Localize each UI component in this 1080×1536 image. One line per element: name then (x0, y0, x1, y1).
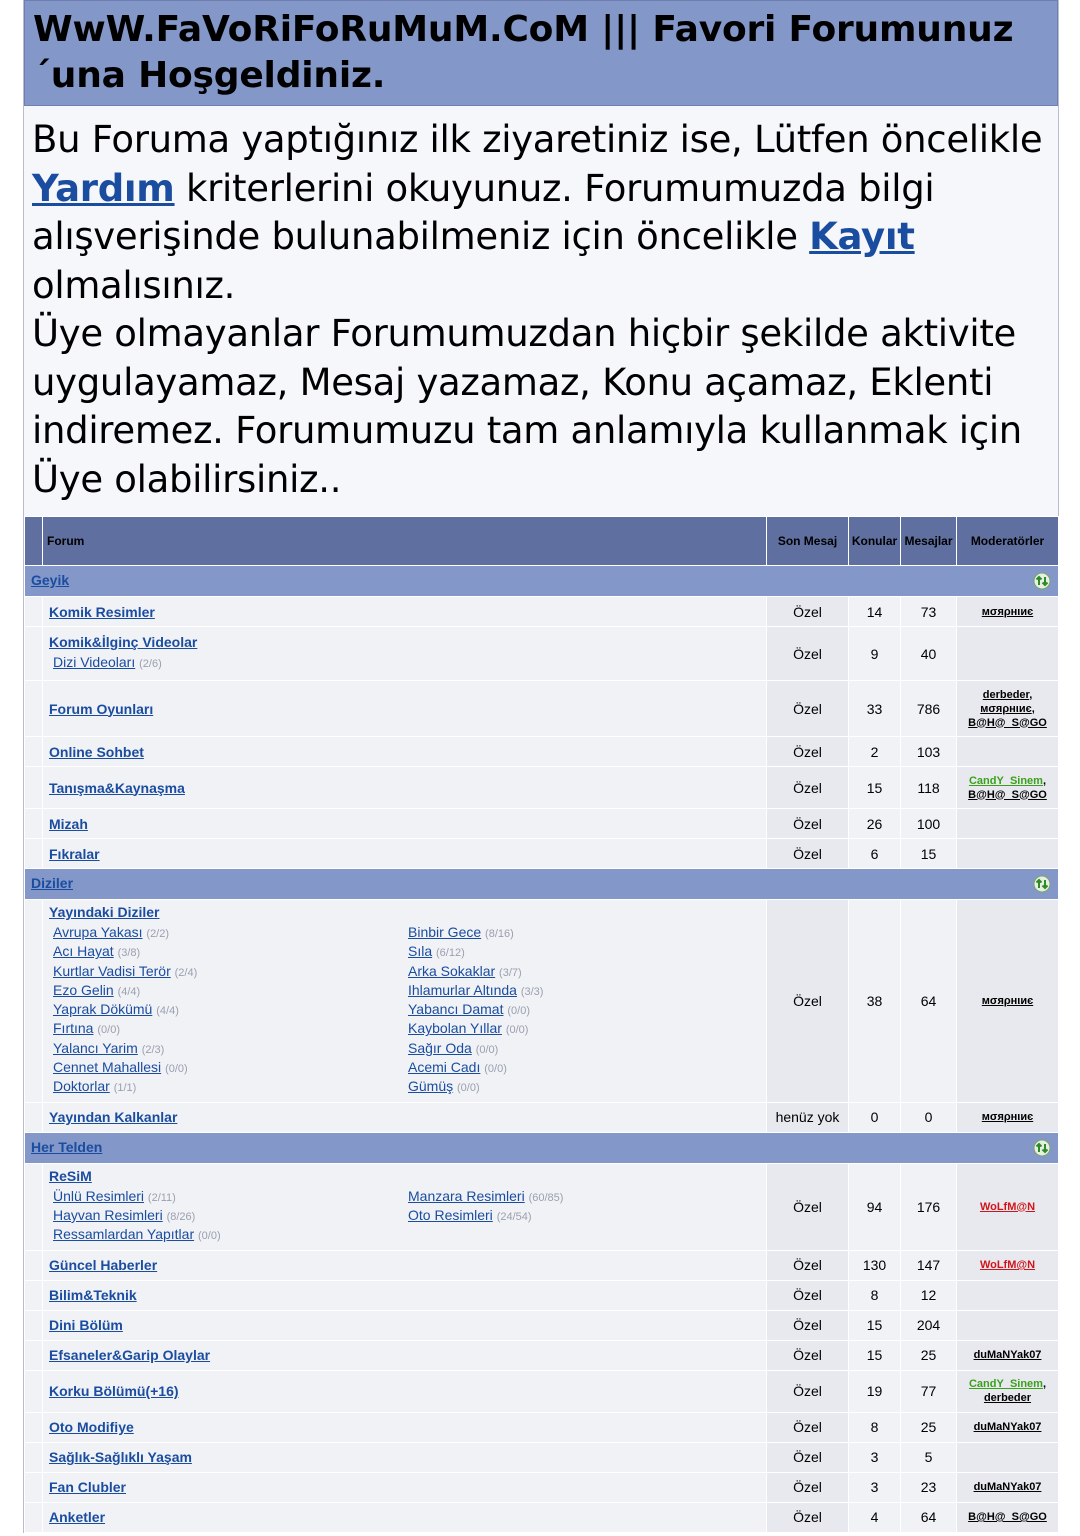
header-status-cell (25, 517, 43, 566)
forum-status-icon (25, 737, 43, 767)
forum-link[interactable]: Dini Bölüm (49, 1317, 123, 1334)
posts-count: 15 (901, 839, 957, 869)
subforum-link[interactable]: Oto Resimleri (408, 1206, 493, 1223)
forum-status-icon (25, 1310, 43, 1340)
forum-status-icon (25, 767, 43, 809)
subforum-item (53, 943, 408, 962)
moderators-cell (957, 809, 1059, 839)
subforum-item (53, 1078, 408, 1097)
header-posts: Mesajlar (901, 517, 957, 566)
last-post-cell: Özel (767, 1310, 849, 1340)
forum-link[interactable]: Online Sohbet (49, 743, 144, 760)
moderator-link[interactable]: derbeder (983, 1392, 1032, 1405)
subforum-item (408, 1020, 748, 1039)
moderator-link[interactable]: CandY_Sinem (968, 774, 1043, 787)
subforum-count: (0/0) (165, 1063, 188, 1076)
subforum-link[interactable]: Cennet Mahallesi (53, 1059, 162, 1076)
forum-info-cell (43, 839, 767, 869)
posts-count: 73 (901, 597, 957, 627)
forum-info-cell (43, 1340, 767, 1370)
posts-count: 25 (901, 1412, 957, 1442)
forum-row (25, 1502, 1059, 1532)
moderators-cell (957, 1472, 1059, 1502)
header-threads: Konular (849, 517, 901, 566)
subforum-count: (8/16) (485, 928, 514, 940)
forum-info-cell (43, 1442, 767, 1472)
moderator-link[interactable]: CandY_Sinem (968, 1378, 1043, 1391)
register-link[interactable]: Kayıt (809, 215, 915, 258)
forum-info-cell (43, 597, 767, 627)
subforum-link[interactable]: Sıla (408, 943, 433, 960)
subforum-count: (3/3) (520, 985, 544, 998)
welcome-text-1: Bu Foruma yaptığınız ilk ziyaretiniz ise, Lütfen öncelikle (32, 118, 1043, 161)
subforum-link[interactable]: Ihlamurlar Altında (408, 981, 517, 998)
last-post-cell: Özel (767, 809, 849, 839)
welcome-text-2: kriterlerini okuyunuz. Forumumuzda bilgi alışverişinde bulunabilmeniz için öncelikle (32, 166, 935, 258)
forum-status-icon (25, 809, 43, 839)
subforum-link[interactable]: Kurtlar Vadisi Terör (53, 962, 171, 979)
forum-row (25, 1442, 1059, 1472)
moderator-link[interactable]: B@H@_S@GO (968, 788, 1047, 801)
subforum-item (408, 963, 748, 982)
last-post-cell: Özel (767, 737, 849, 767)
moderator-link[interactable]: B@H@_S@GO (968, 716, 1047, 729)
forum-info-cell (43, 1280, 767, 1310)
moderator-link[interactable]: мσяρнιиє (981, 605, 1034, 618)
forum-link[interactable]: Sağlık-Sağlıklı Yaşam (49, 1449, 192, 1466)
subforum-count: (2/6) (139, 657, 162, 670)
subforum-item (53, 1001, 408, 1020)
threads-count: 3 (849, 1472, 901, 1502)
threads-count: 4 (849, 1502, 901, 1532)
category-link[interactable]: Geyik (31, 572, 70, 588)
subforum-link[interactable]: Hayvan Resimleri (53, 1206, 163, 1223)
threads-count: 33 (849, 681, 901, 737)
subforum-count: (2/11) (147, 1191, 176, 1204)
subforum-count: (24/54) (496, 1210, 532, 1223)
subforum-count: (0/0) (507, 1005, 530, 1018)
posts-count: 176 (901, 1163, 957, 1250)
posts-count: 147 (901, 1250, 957, 1280)
forum-row (25, 1370, 1059, 1412)
forum-info-cell (43, 1412, 767, 1442)
forum-link[interactable]: Güncel Haberler (49, 1257, 158, 1274)
forum-status-icon (25, 839, 43, 869)
moderator-link[interactable]: duMaNYak07 (973, 1421, 1042, 1434)
forum-status-icon (25, 1502, 43, 1532)
subforum-link[interactable]: Gümüş (408, 1078, 454, 1095)
posts-count: 0 (901, 1102, 957, 1132)
moderator-link[interactable]: WoLfM@N (979, 1200, 1036, 1213)
last-post-cell: Özel (767, 1370, 849, 1412)
last-post-cell: Özel (767, 1502, 849, 1532)
moderators-cell (957, 1250, 1059, 1280)
moderators-cell (957, 839, 1059, 869)
threads-count: 3 (849, 1442, 901, 1472)
last-post-cell: Özel (767, 1280, 849, 1310)
forum-status-icon (25, 1163, 43, 1250)
subforum-count: (0/0) (505, 1024, 529, 1037)
forum-info-cell (43, 900, 767, 1103)
subforum-link[interactable]: Yalancı Yarim (53, 1039, 138, 1056)
subforum-count: (1/1) (113, 1082, 137, 1095)
header-last-post: Son Mesaj (767, 517, 849, 566)
subforum-link[interactable]: Ünlü Resimleri (53, 1187, 145, 1204)
moderator-link[interactable]: duMaNYak07 (973, 1481, 1042, 1494)
moderators-cell (957, 597, 1059, 627)
last-post-cell: Özel (767, 1250, 849, 1280)
forum-row (25, 627, 1059, 681)
moderators-cell: CandY_Sinem, derbeder (957, 1370, 1059, 1412)
forum-link[interactable]: Komik Resimler (49, 603, 155, 620)
subforum-list (53, 924, 760, 1098)
forum-info-cell (43, 1163, 767, 1250)
subforum-item (408, 1078, 748, 1097)
subforum-link[interactable]: Acemi Cadı (408, 1059, 481, 1076)
forum-row (25, 1250, 1059, 1280)
posts-count: 786 (901, 681, 957, 737)
subforum-count: (3/7) (499, 966, 522, 979)
forum-row (25, 1102, 1059, 1132)
forum-link[interactable]: Mizah (49, 815, 88, 832)
last-post-cell: Özel (767, 1472, 849, 1502)
threads-count: 8 (849, 1412, 901, 1442)
subforum-link[interactable]: Yabancı Damat (408, 1001, 504, 1018)
moderators-cell (957, 1442, 1059, 1472)
last-post-cell: Özel (767, 839, 849, 869)
category-row (25, 1132, 1059, 1163)
subforum-item (53, 963, 408, 982)
forum-status-icon (25, 1340, 43, 1370)
moderators-cell (957, 1502, 1059, 1532)
forum-status-icon (25, 681, 43, 737)
forum-info-cell (43, 627, 767, 681)
subforum-item (408, 982, 748, 1001)
header-forum: Forum (43, 517, 767, 566)
moderators-cell: derbeder, мσяρнιиє, B@H@_S@GO (957, 681, 1059, 737)
threads-count: 38 (849, 900, 901, 1103)
subforum-item (408, 1207, 748, 1226)
welcome-text-3: olmalısınız. (32, 263, 236, 307)
subforum-count: (3/8) (117, 947, 141, 960)
forum-row (25, 839, 1059, 869)
last-post-cell: Özel (767, 767, 849, 809)
threads-count: 9 (849, 627, 901, 681)
subforum-link[interactable]: Acı Hayat (53, 943, 114, 960)
subforum-item (408, 943, 748, 962)
subforum-item (408, 924, 748, 943)
collapse-arrows-icon[interactable] (1033, 875, 1051, 893)
forum-row (25, 900, 1059, 1103)
forum-title: WwW.FaVoRiFoRuMuM.CoM ||| Favori Forumunuz´una Hoşgeldiniz. (24, 0, 1058, 106)
threads-count: 2 (849, 737, 901, 767)
forum-row (25, 1310, 1059, 1340)
posts-count: 77 (901, 1370, 957, 1412)
forum-status-icon (25, 1412, 43, 1442)
category-link[interactable]: Diziler (31, 875, 74, 891)
subforum-item (53, 1188, 408, 1207)
moderators-cell (957, 900, 1059, 1103)
moderators-cell (957, 1280, 1059, 1310)
subforum-link[interactable]: Sağır Oda (408, 1039, 472, 1056)
subforum-link[interactable]: Fırtına (53, 1020, 94, 1037)
posts-count: 118 (901, 767, 957, 809)
forum-link[interactable]: Anketler (49, 1509, 106, 1526)
threads-count: 19 (849, 1370, 901, 1412)
threads-count: 26 (849, 809, 901, 839)
collapse-arrows-icon[interactable] (1033, 1139, 1051, 1157)
moderator-link[interactable]: мσяρнιиє (981, 1111, 1034, 1124)
forum-status-icon (25, 1250, 43, 1280)
moderators-cell: CandY_Sinem, B@H@_S@GO (957, 767, 1059, 809)
forum-link[interactable]: Yayındaki Diziler (49, 904, 160, 920)
forum-status-icon (25, 1280, 43, 1310)
posts-count: 64 (901, 900, 957, 1103)
subforum-count: (0/0) (475, 1043, 499, 1056)
forum-table (24, 516, 1059, 1533)
forum-status-icon (25, 1370, 43, 1412)
subforum-count: (0/0) (198, 1230, 221, 1243)
subforum-link[interactable]: Ressamlardan Yapıtlar (53, 1226, 195, 1243)
forum-info-cell (43, 1370, 767, 1412)
forum-row (25, 681, 1059, 737)
last-post-cell: Özel (767, 1340, 849, 1370)
subforum-item (53, 1059, 408, 1078)
forum-link[interactable]: Efsaneler&Garip Olaylar (49, 1347, 211, 1364)
subforum-item (53, 1226, 408, 1245)
forum-link[interactable]: Oto Modifiye (49, 1419, 134, 1436)
last-post-cell: Özel (767, 627, 849, 681)
forum-link[interactable]: Forum Oyunları (49, 700, 154, 717)
subforum-count: (0/0) (457, 1082, 480, 1095)
header-moderators: Moderatörler (957, 517, 1059, 566)
subforum-count: (0/0) (97, 1024, 120, 1037)
last-post-cell: Özel (767, 1163, 849, 1250)
category-cell (25, 869, 1059, 900)
posts-count: 12 (901, 1280, 957, 1310)
subforum-list (53, 1188, 760, 1246)
forum-row (25, 1340, 1059, 1370)
threads-count: 0 (849, 1102, 901, 1132)
last-post-cell: Özel (767, 681, 849, 737)
forum-link[interactable]: Yayından Kalkanlar (49, 1109, 178, 1126)
subforum-item (53, 1207, 408, 1226)
threads-count: 15 (849, 1340, 901, 1370)
posts-count: 103 (901, 737, 957, 767)
subforum-link[interactable]: Avrupa Yakası (53, 924, 143, 940)
subforum-count: (6/12) (436, 947, 465, 960)
category-cell (25, 1132, 1059, 1163)
subforum-count: (60/85) (528, 1191, 564, 1204)
forum-info-cell (43, 1502, 767, 1532)
posts-count: 204 (901, 1310, 957, 1340)
threads-count: 6 (849, 839, 901, 869)
forum-row (25, 1163, 1059, 1250)
subforum-item (53, 982, 408, 1001)
moderator-link[interactable]: WoLfM@N (979, 1259, 1036, 1272)
forum-link[interactable]: Korku Bölümü(+16) (49, 1383, 179, 1400)
forum-status-icon (25, 597, 43, 627)
subforum-count: (2/4) (174, 966, 198, 979)
forum-row (25, 737, 1059, 767)
posts-count: 23 (901, 1472, 957, 1502)
forum-info-cell (43, 1472, 767, 1502)
last-post-cell: Özel (767, 1442, 849, 1472)
threads-count: 94 (849, 1163, 901, 1250)
forum-info-cell (43, 1250, 767, 1280)
forum-info-cell (43, 767, 767, 809)
subforum-item (53, 924, 408, 943)
subforum-item (408, 1188, 748, 1207)
posts-count: 40 (901, 627, 957, 681)
help-link[interactable]: Yardım (32, 166, 175, 210)
moderators-cell (957, 627, 1059, 681)
forum-row (25, 1472, 1059, 1502)
welcome-text-4: Üye olmayanlar Forumumuzdan hiçbir şekilde aktivite uygulayamaz, Mesaj yazamaz, Konu açamaz, Eklenti indiremez. Forumumuzu tam anlamıyla kullanmak için Üye olabilirsiniz.. (32, 312, 1022, 501)
subforum-count: (2/2) (146, 928, 170, 940)
last-post-cell: Özel (767, 900, 849, 1103)
page-wrapper (23, 0, 1059, 1533)
table-header-row (25, 517, 1059, 566)
moderators-cell (957, 1310, 1059, 1340)
moderators-cell (957, 1412, 1059, 1442)
subforum-link[interactable]: Ezo Gelin (53, 981, 114, 998)
subforum-link[interactable]: Arka Sokaklar (408, 962, 496, 979)
forum-info-cell (43, 809, 767, 839)
moderators-cell (957, 1102, 1059, 1132)
subforum-link[interactable]: Kaybolan Yıllar (408, 1020, 502, 1037)
subforum-item (53, 654, 760, 673)
category-cell (25, 566, 1059, 597)
forum-row (25, 597, 1059, 627)
forum-link[interactable]: Tanışma&Kaynaşma (49, 779, 185, 796)
moderator-link[interactable]: derbeder (982, 688, 1030, 701)
subforum-list (53, 654, 760, 673)
subforum-link[interactable]: Yaprak Dökümü (53, 1001, 153, 1018)
forum-status-icon (25, 1442, 43, 1472)
last-post-cell: Özel (767, 1412, 849, 1442)
category-row (25, 869, 1059, 900)
threads-count: 15 (849, 767, 901, 809)
forum-link[interactable]: Komik&İlginç Videolar (49, 633, 198, 650)
forum-row (25, 809, 1059, 839)
subforum-item (408, 1001, 748, 1020)
moderator-link[interactable]: B@H@_S@GO (968, 1511, 1047, 1524)
subforum-count: (0/0) (484, 1063, 507, 1076)
forum-row (25, 1412, 1059, 1442)
forum-row (25, 1280, 1059, 1310)
moderator-link[interactable]: duMaNYak07 (973, 1349, 1042, 1362)
forum-status-icon (25, 900, 43, 1103)
subforum-item (53, 1020, 408, 1039)
threads-count: 15 (849, 1310, 901, 1340)
moderator-link[interactable]: мσяρнιиє (980, 702, 1032, 715)
posts-count: 100 (901, 809, 957, 839)
forum-link[interactable]: Fan Clubler (49, 1479, 127, 1496)
last-post-cell: henüz yok (767, 1102, 849, 1132)
threads-count: 8 (849, 1280, 901, 1310)
posts-count: 25 (901, 1340, 957, 1370)
forum-row (25, 767, 1059, 809)
forum-info-cell (43, 1102, 767, 1132)
subforum-item (408, 1040, 748, 1059)
subforum-count: (4/4) (156, 1005, 179, 1018)
moderators-cell (957, 1163, 1059, 1250)
forum-status-icon (25, 627, 43, 681)
posts-count: 5 (901, 1442, 957, 1472)
subforum-item (408, 1059, 748, 1078)
posts-count: 64 (901, 1502, 957, 1532)
moderator-link[interactable]: мσяρнιиє (981, 994, 1034, 1007)
forum-info-cell (43, 1310, 767, 1340)
threads-count: 14 (849, 597, 901, 627)
subforum-count: (8/26) (166, 1210, 196, 1223)
moderators-cell (957, 737, 1059, 767)
subforum-item (53, 1040, 408, 1059)
subforum-link[interactable]: Dizi Videoları (53, 653, 136, 670)
moderators-cell (957, 1340, 1059, 1370)
category-link[interactable]: Her Telden (31, 1138, 103, 1155)
subforum-link[interactable]: Doktorlar (53, 1078, 110, 1095)
welcome-notice (24, 106, 1058, 516)
forum-link[interactable]: Fıkralar (49, 845, 100, 862)
subforum-count: (2/3) (141, 1043, 165, 1056)
forum-link[interactable]: ReSiM (49, 1167, 92, 1184)
subforum-count: (4/4) (117, 985, 141, 998)
threads-count: 130 (849, 1250, 901, 1280)
forum-status-icon (25, 1472, 43, 1502)
subforum-link[interactable]: Manzara Resimleri (408, 1187, 525, 1204)
forum-link[interactable]: Bilim&Teknik (49, 1287, 137, 1304)
collapse-arrows-icon[interactable] (1033, 572, 1051, 590)
subforum-link[interactable]: Binbir Gece (408, 924, 482, 940)
forum-info-cell (43, 737, 767, 767)
last-post-cell: Özel (767, 597, 849, 627)
forum-status-icon (25, 1102, 43, 1132)
category-row (25, 566, 1059, 597)
forum-info-cell (43, 681, 767, 737)
